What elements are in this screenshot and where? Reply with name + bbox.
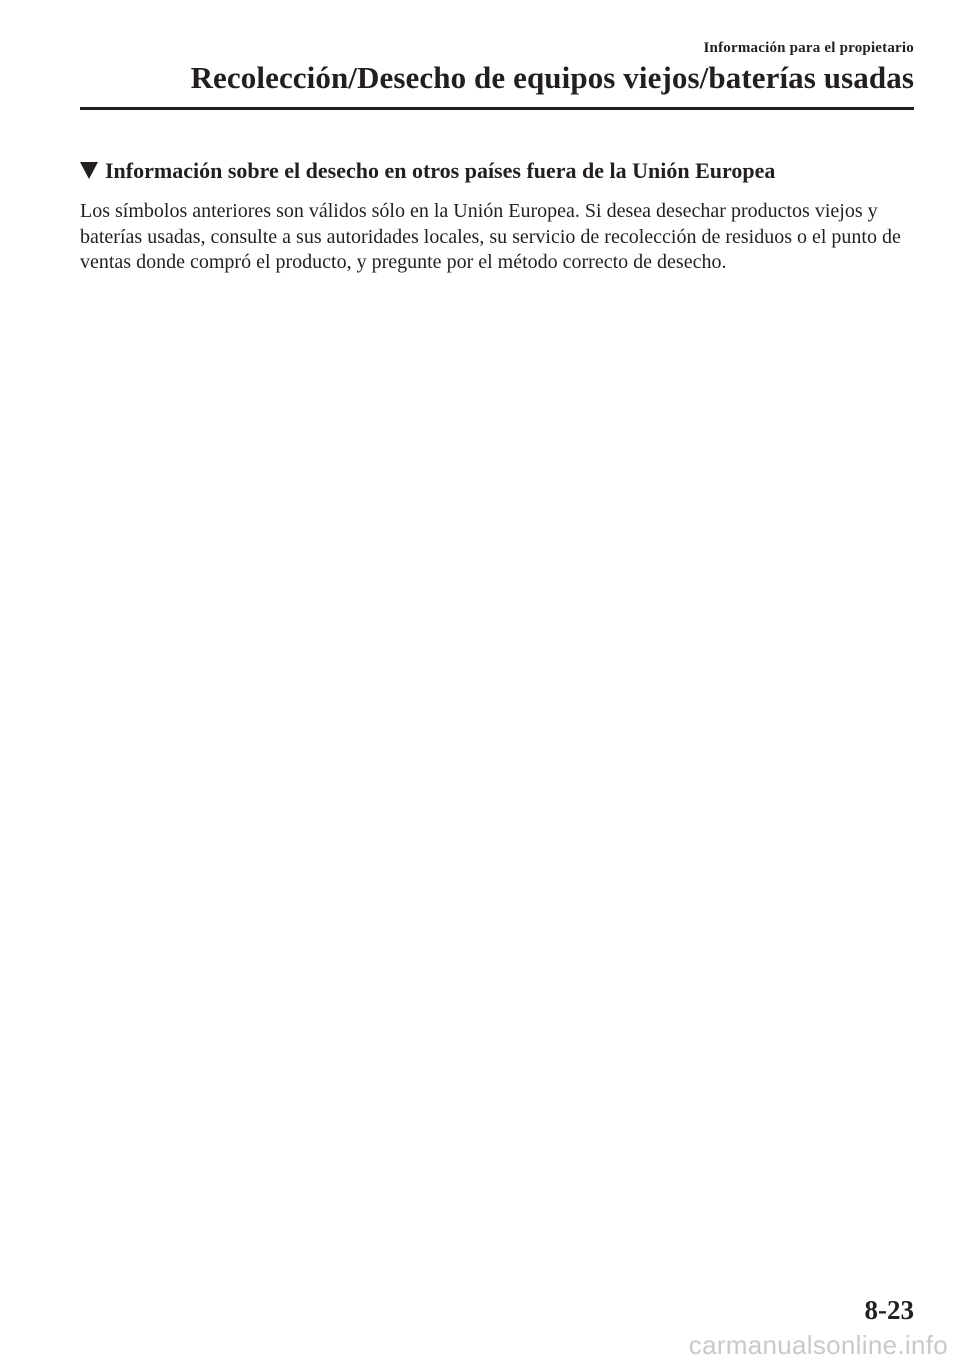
section-heading	[80, 158, 775, 184]
section-body-text: Los símbolos anteriores son válidos sólo en la Unión Europea. Si desea desechar productos viejos y baterías usadas, consulte a sus autoridades locales, su servicio de recolección de residuos o el punto de ventas donde compró el producto, y pregunte por el método correcto de desecho.	[80, 200, 901, 273]
header-divider	[80, 107, 914, 110]
header-kicker: Información para el propietario	[703, 40, 914, 56]
watermark: carmanualsonline.info	[688, 1330, 948, 1360]
triangle-down-icon	[80, 162, 98, 179]
page-number: 8-23	[864, 1295, 914, 1325]
section-heading-text: Información sobre el desecho en otros países fuera de la Unión Europea	[105, 158, 776, 183]
page-title: Recolección/Desecho de equipos viejos/baterías usadas	[190, 60, 914, 95]
